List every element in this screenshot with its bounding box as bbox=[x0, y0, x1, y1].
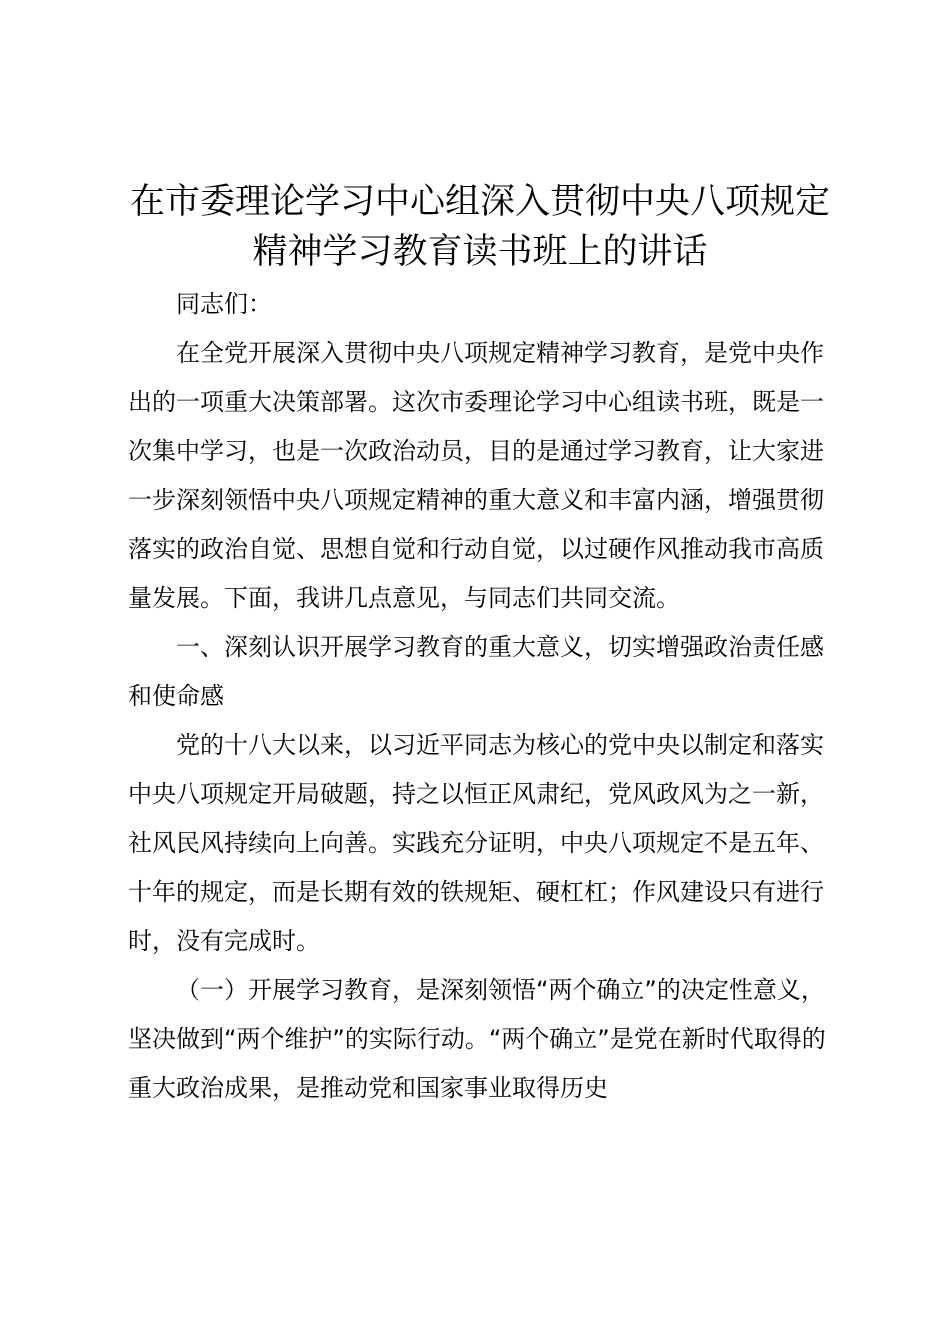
paragraph-subsection-1: （一）开展学习教育，是深刻领悟“两个确立”的决定性意义，坚决做到“两个维护”的实际行动。“两个确立”是党在新时代取得的重大政治成果，是推动党和国家事业取得历史 bbox=[128, 976, 826, 1102]
section-heading-1: 一、深刻认识开展学习教育的重大意义，切实增强政治责任感和使命感 bbox=[128, 633, 824, 710]
document-title bbox=[110, 177, 850, 277]
paragraph-intro: 在全党开展深入贯彻中央八项规定精神学习教育，是党中央作出的一项重大决策部署。这次市委理论学习中心组读书班，既是一次集中学习，也是一次政治动员，目的是通过学习教育，让大家进一步深刻领悟中央八项规定精神的重大意义和丰富内涵，增强贯彻落实的政治自觉、思想自觉和行动自觉，以过硬作风推动我市高质量发展。下面，我讲几点意见，与同志们共同交流。 bbox=[128, 339, 824, 612]
title-line-1: 在市委理论学习中心组深入贯彻中央八项规定 bbox=[129, 182, 830, 222]
salutation: 同志们： bbox=[176, 290, 272, 318]
paragraph-section-1: 党的十八大以来，以习近平同志为核心的党中央以制定和落实中央八项规定开局破题，持之以恒正风肃纪，党风政风为之一新，社风民风持续向上向善。实践充分证明，中央八项规定不是五年、十年的规定，而是长期有效的铁规矩、硬杠杠；作风建设只有进行时，没有完成时。 bbox=[128, 731, 824, 955]
document-body bbox=[128, 280, 832, 1113]
title-line-2: 精神学习教育读书班上的讲话 bbox=[252, 232, 708, 272]
